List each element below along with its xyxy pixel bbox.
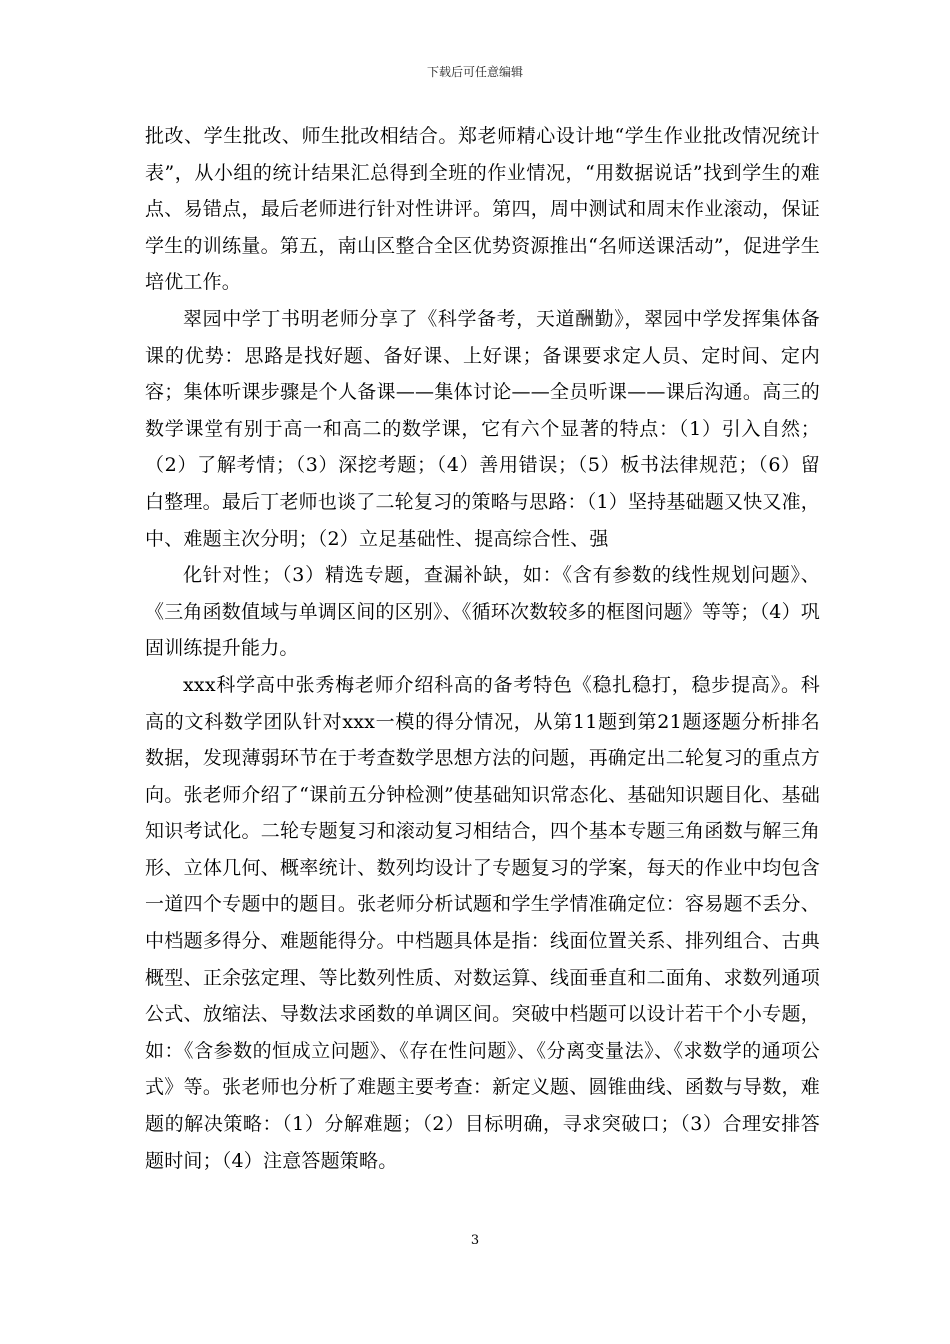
paragraph-cuiyuan-continued: 化针对性；（3）精选专题，查漏补缺，如：《含有参数的线性规划问题》、《三角函数值域与单调区间的区别》、《循环次数较多的框图问题》等等；（4）巩固训练提升能力。 <box>145 564 820 660</box>
document-body <box>145 118 820 1179</box>
paragraph-kegao-sharing: xxx科学高中张秀梅老师介绍科高的备考特色《稳扎稳打，稳步提高》。科高的文科数学团队针对xxx一模的得分情况，从第11题到第21题逐题分析排名数据，发现薄弱环节在于考查数学思想方法的问题，再确定出二轮复习的重点方向。张老师介绍了“课前五分钟检测”使基础知识常态化、基础知识题目化、基础知识考试化。二轮专题复习和滚动复习相结合，四个基本专题三角函数与解三角形、立体几何、概率统计、数列均设计了专题复习的学案，每天的作业中均包含一道四个专题中的题目。张老师分析试题和学生学情准确定位：容易题不丢分、中档题多得分、难题能得分。中档题具体是指：线面位置关系、排列组合、古典概型、正余弦定理、等比数列性质、对数运算、线面垂直和二面角、求数列通项公式、放缩法、导数法求函数的单调区间。突破中档题可以设计若干个小专题，如：《含参数的恒成立问题》、《存在性问题》、《分离变量法》、《求数学的通项公式》等。张老师也分析了难题主要考查：新定义题、圆锥曲线、函数与导数，难题的解决策略：（1）分解难题；（2）目标明确，寻求突破口；（3）合理安排答题时间；（4）注意答题策略。 <box>145 673 820 1172</box>
page-header: 下载后可任意编辑 <box>426 65 523 79</box>
paragraph-continuation: 批改、学生批改、师生批改相结合。郑老师精心设计地“学生作业批改情况统计表”，从小组的统计结果汇总得到全班的作业情况，“用数据说话”找到学生的难点、易错点，最后老师进行针对性讲评。第四，周中测试和周末作业滚动，保证学生的训练量。第五，南山区整合全区优势资源推出“名师送课活动”，促进学生培优工作。 <box>145 125 820 294</box>
page-number: 3 <box>470 1233 480 1248</box>
paragraph-cuiyuan-sharing: 翠园中学丁书明老师分享了《科学备考，天道酬勤》，翠园中学发挥集体备课的优势：思路是找好题、备好课、上好课；备课要求定人员、定时间、定内容；集体听课步骤是个人备课——集体讨论——全员听课——课后沟通。高三的数学课堂有别于高一和高二的数学课，它有六个显著的特点：（1）引入自然；（2）了解考情；（3）深挖考题；（4）善用错误；（5）板书法律规范；（6）留白整理。最后丁老师也谈了二轮复习的策略与思路：（1）坚持基础题又快又准，中、难题主次分明；（2）立足基础性、提高综合性、强 <box>145 307 820 550</box>
